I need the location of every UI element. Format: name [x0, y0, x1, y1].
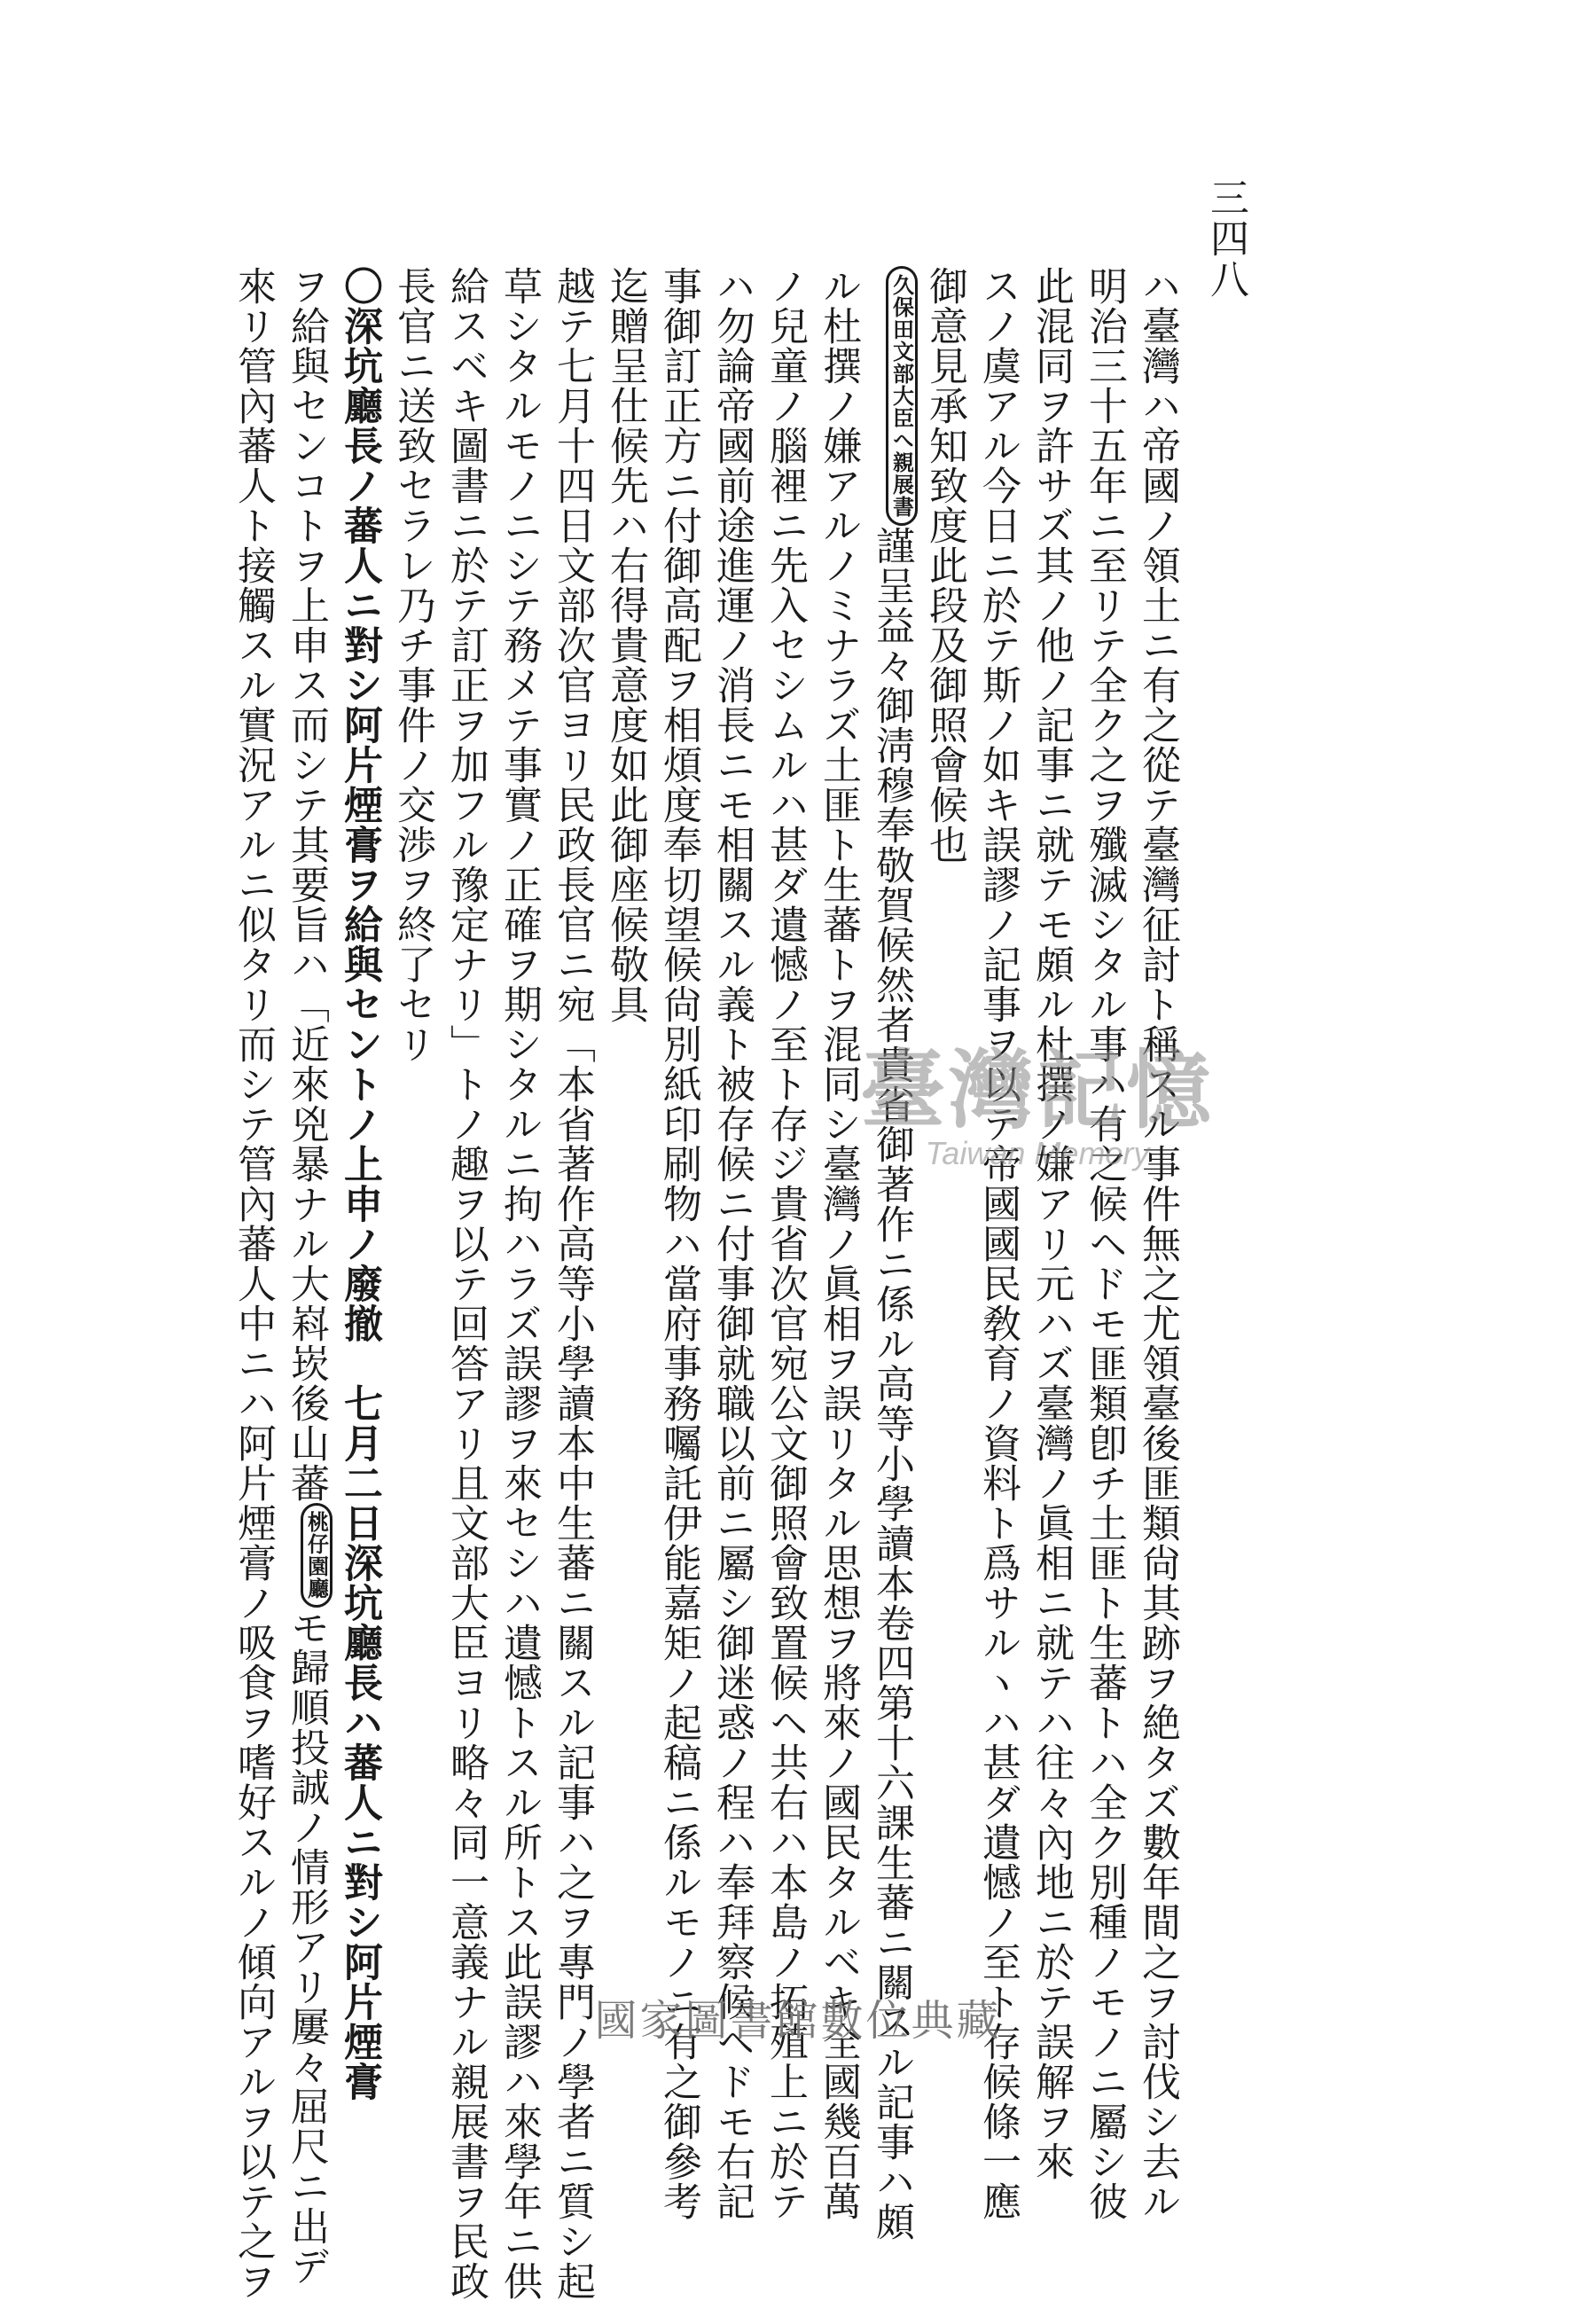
text-line: 迄贈呈仕候先ハ右得貴意度如此御座候敬具: [603, 266, 648, 1024]
text-line: [864, 266, 918, 2242]
text-line: 給スベキ圖書ニ於テ訂正ヲ加フル豫定ナリ」トノ趣ヲ以テ回答アリ且文部大臣ヨリ略々同一意義ナル親展書ヲ民政: [443, 266, 489, 2301]
text-line: 此混同ヲ許サズ其ノ他ノ記事ニ就テモ頗ル杜撰ノ嫌アリ元ハズ臺灣ノ眞相ニ就テハ往々內地ニ於テ誤解ヲ來: [1029, 266, 1074, 2181]
watermark-main-text: 臺灣記憶: [860, 1040, 1215, 1140]
text-line: 事御訂正方ニ付御高配ヲ相煩度奉切望候尙別紙印刷物ハ當府事務囑託伊能嘉矩ノ起稿ニ係ルモノニ有之御參考: [656, 266, 701, 2221]
text-line: 越テ七月十四日文部次官ヨリ民政長官ニ宛「本省著作高等小學讀本中生蕃ニ關スル記事ハ之ヲ專門ノ學者ニ質シ起: [550, 266, 595, 2301]
text-line: 草シタルモノニシテ務メテ事實ノ正確ヲ期シタルニ拘ハラズ誤謬ヲ來セシハ遺憾トスル所トス此誤謬ハ來學年ニ供: [497, 266, 542, 2301]
text-line: ノ兒童ノ腦裡ニ先入セシムルハ甚ダ遺憾ノ至ト存ジ貴省次官宛公文御照會致置候ヘ共右ハ本島ノ拓殖上ニ於テ: [763, 266, 808, 2221]
text-line: 來リ管內蕃人ト接觸スル實況アルニ似タリ而シテ管內蕃人中ニハ阿片煙膏ノ吸食ヲ嗜好スルノ傾向アルヲ以テ之ヲ: [231, 266, 276, 2301]
text-segment: 謹呈益々御淸穆奉敬賀候然者貴省御著作ニ係ル高等小學讀本卷四第十六課生蕃ニ關スル記事ハ頗: [869, 526, 914, 2242]
page-number: 三四八: [1203, 177, 1248, 300]
text-line: 長官ニ送致セラレ乃チ事件ノ交渉ヲ終了セリ: [390, 266, 435, 1064]
text-line: ル杜撰ノ嫌アルノミナラズ土匪ト生蕃トヲ混同シ臺灣ノ眞相ヲ誤リタル思想ヲ將來ノ國民タルベキ全國幾百萬: [816, 266, 861, 2221]
watermark-sub-text: Taiwan Memory: [925, 1135, 1150, 1171]
text-line: ハ臺灣ハ帝國ノ領土ニ有之從テ臺灣征討ト稱スル事件無之尤領臺後匪類尙其跡ヲ絶タズ數年間之ヲ討伐シ去ル: [1135, 266, 1180, 2221]
text-line: 御意見承知致度此段及御照會候也: [922, 266, 967, 865]
text-segment: 七月二日深坑廳長ハ蕃人ニ對シ阿片煙膏: [337, 1343, 382, 2101]
text-line: スノ虞アル今日ニ於テ斯ノ如キ誤謬ノ記事ヲ以テ帝國國民敎育ノ資料ト爲サルヽハ甚ダ遺憾ノ至ト存候條一應: [975, 266, 1021, 2221]
text-line: 明治三十五年ニ至リテ全ク之ヲ殲滅シタル事ハ有之候ヘドモ匪類卽チ土匪ト生蕃トハ全ク別種ノモノニ屬シ彼: [1082, 266, 1127, 2221]
annotation-note: 桃仔園廳: [301, 1503, 332, 1608]
section-heading-line: [332, 266, 386, 2101]
footer-caption: 國家圖書館數位典藏: [594, 1996, 1002, 2046]
section-heading: 〇深坑廳長ノ蕃人ニ對シ阿片煙膏ヲ給與セントノ上申ノ廢撤: [337, 266, 382, 1343]
annotation-note: 久保田文部大臣へ親展書: [886, 266, 918, 526]
text-line: [279, 266, 332, 2286]
text-segment: モ歸順投誠ノ情形アリ屢々屈尺ニ出デ: [284, 1608, 329, 2286]
text-line: ハ勿論帝國前途進運ノ消長ニモ相關スル義ト被存候ニ付事御就職以前ニ屬シ御迷惑ノ程ハ奉拜察候ヘドモ右記: [709, 266, 755, 2221]
text-segment: ヲ給與センコトヲ上申ス而シテ其要旨ハ「近來兇暴ナル大嵙崁後山蕃: [284, 266, 329, 1503]
